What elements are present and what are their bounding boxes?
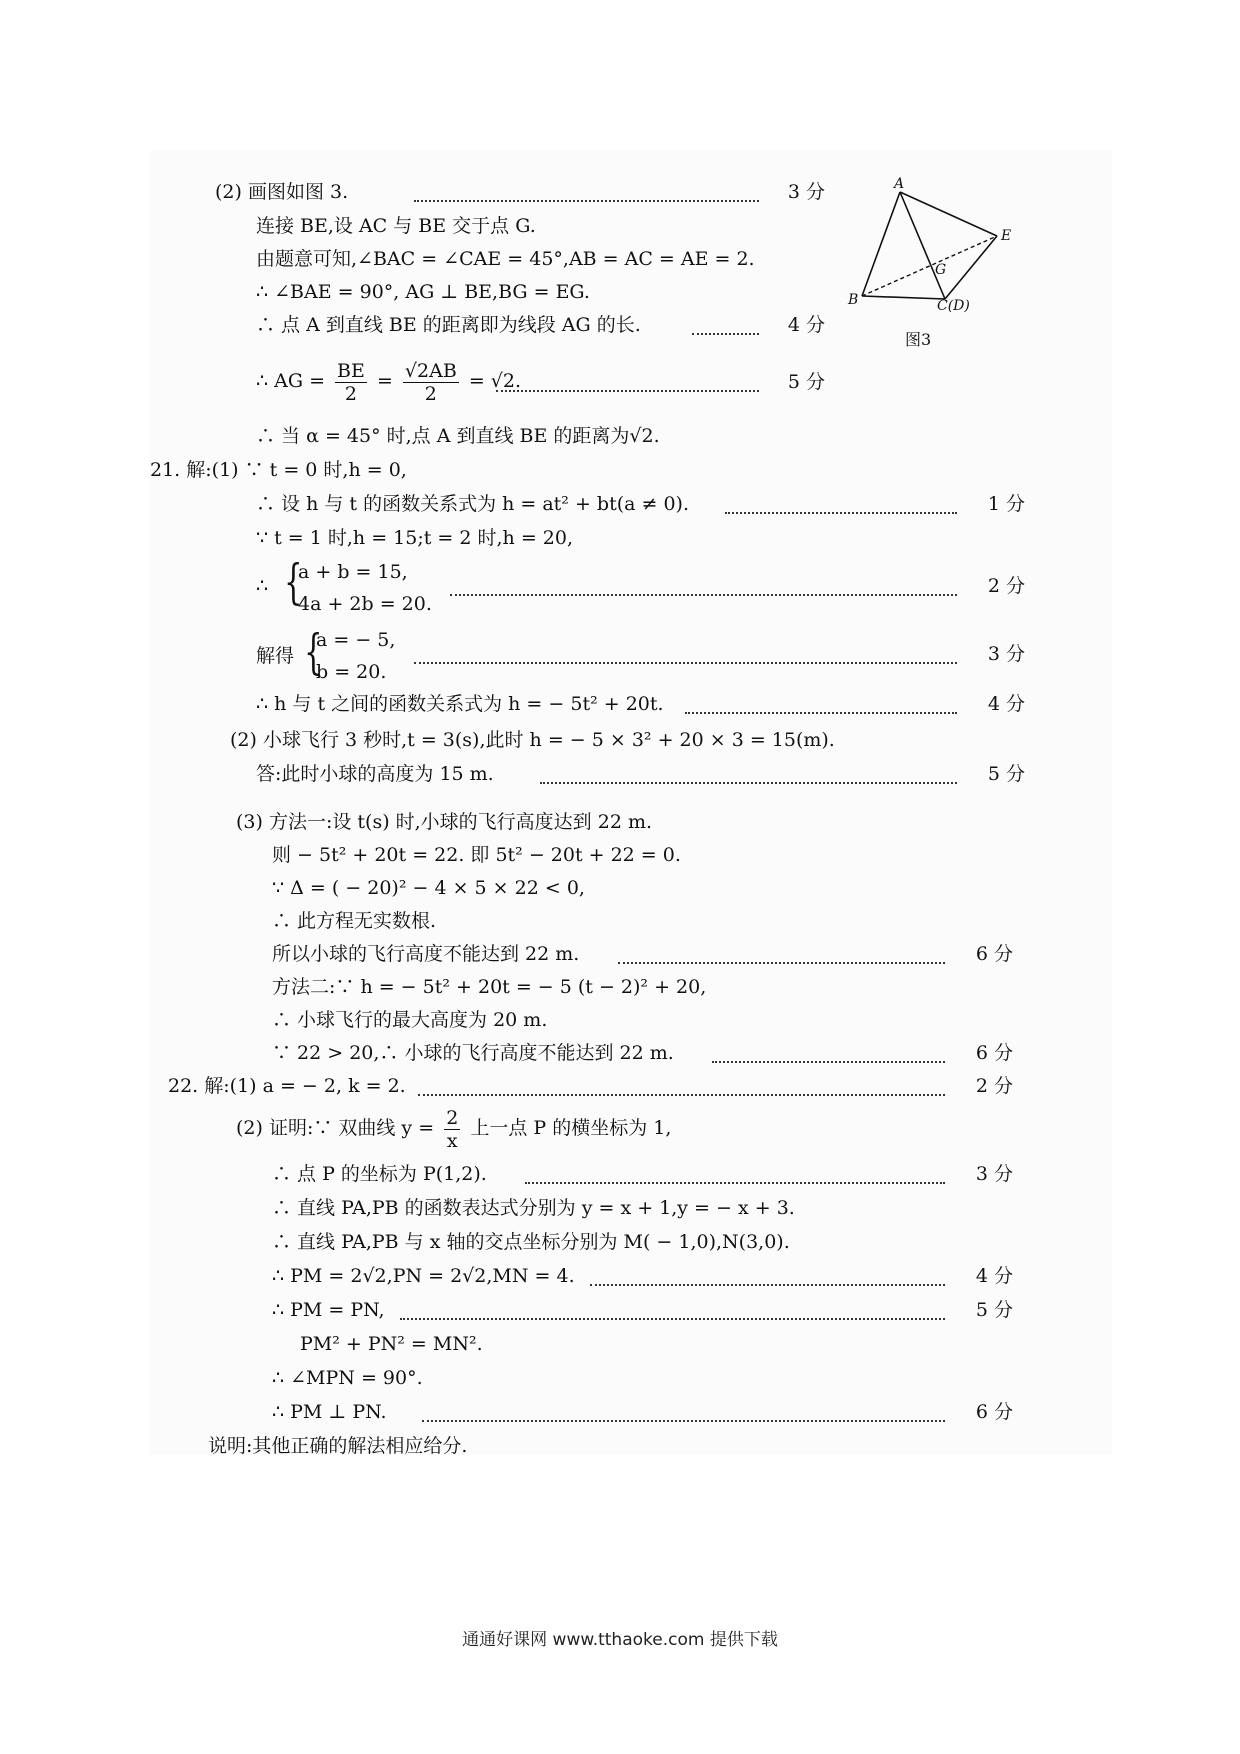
q21-line-15: ∴ 小球飞行的最大高度为 20 m. — [272, 1009, 548, 1031]
q22-line-3: ∴ 点 P 的坐标为 P(1,2). — [272, 1163, 487, 1185]
q20-line-1: (2) 画图如图 3. — [215, 181, 349, 203]
text: = √2. — [468, 370, 522, 392]
leader-dots — [414, 662, 957, 664]
leader-dots — [725, 512, 957, 514]
q22-line-8: PM² + PN² = MN². — [300, 1333, 483, 1355]
q21-line-7: (2) 小球飞行 3 秒时,t = 3(s),此时 h = − 5 × 3² + 20 × 3 = 15(m). — [230, 729, 835, 751]
q21-line-1: 21. 解:(1) ∵ t = 0 时,h = 0, — [150, 459, 407, 481]
q20-line-6 — [256, 355, 521, 407]
segment-ab — [862, 192, 900, 296]
q20-line-7: ∴ 当 α = 45° 时,点 A 到直线 BE 的距离为√2. — [256, 425, 660, 447]
brace: { — [284, 554, 303, 610]
q21-line-2: ∴ 设 h 与 t 的函数关系式为 h = at² + bt(a ≠ 0). — [256, 493, 690, 515]
segment-ce — [945, 236, 997, 299]
denominator: 2 — [424, 382, 437, 405]
score-4: 4 分 — [975, 1265, 1013, 1287]
leader-dots — [400, 1318, 945, 1320]
score-6: 6 分 — [975, 1401, 1013, 1423]
leader-dots — [422, 1420, 945, 1422]
q21-line-6: ∴ h 与 t 之间的函数关系式为 h = − 5t² + 20t. — [256, 693, 664, 715]
q22-line-5: ∴ 直线 PA,PB 与 x 轴的交点坐标分别为 M( − 1,0),N(3,0). — [272, 1231, 790, 1253]
score-2: 2 分 — [987, 575, 1025, 597]
q21-line-11: ∵ Δ = ( − 20)² − 4 × 5 × 22 < 0, — [272, 877, 585, 899]
leader-dots — [525, 1182, 945, 1184]
segment-be-dashed — [862, 236, 997, 296]
leader-dots — [712, 1061, 945, 1063]
q21-line-16: ∵ 22 > 20,∴ 小球的飞行高度不能达到 22 m. — [272, 1042, 674, 1064]
q22-line-1: 22. 解:(1) a = − 2, k = 2. — [168, 1075, 406, 1097]
q21-line-10: 则 − 5t² + 20t = 22. 即 5t² − 20t + 22 = 0. — [272, 844, 681, 866]
q21-line-12: ∴ 此方程无实数根. — [272, 910, 437, 932]
q22-line-9: ∴ ∠MPN = 90°. — [272, 1367, 423, 1389]
label-g: G — [935, 262, 947, 278]
score-6: 6 分 — [975, 1042, 1013, 1064]
figure-caption: 图3 — [905, 330, 932, 349]
score-4: 4 分 — [987, 693, 1025, 715]
q21-line-9: (3) 方法一:设 t(s) 时,小球的飞行高度达到 22 m. — [236, 811, 652, 833]
q22-line-10: ∴ PM ⊥ PN. — [272, 1401, 387, 1423]
fraction — [335, 360, 367, 405]
segment-ae — [900, 192, 997, 236]
text: = — [376, 370, 393, 392]
numerator: 2 — [446, 1106, 459, 1129]
score-5: 5 分 — [975, 1299, 1013, 1321]
leader-dots — [450, 594, 957, 596]
q22-line-6: ∴ PM = 2√2,PN = 2√2,MN = 4. — [272, 1265, 575, 1287]
q22-line-2 — [236, 1102, 671, 1154]
score-4: 4 分 — [787, 314, 825, 336]
q21-system-1-eq2: 4a + 2b = 20. — [298, 593, 432, 615]
leader-dots — [692, 333, 759, 335]
numerator: √2AB — [404, 359, 457, 382]
denominator: 2 — [344, 382, 358, 405]
q20-line-2: 连接 BE,设 AC 与 BE 交于点 G. — [256, 215, 536, 237]
brace: { — [304, 624, 323, 680]
leader-dots — [496, 390, 759, 392]
text: ∴ AG = — [256, 370, 325, 392]
score-5: 5 分 — [787, 371, 825, 393]
q21-system-2-eq1: a = − 5, — [316, 629, 396, 651]
label-cd: C(D) — [937, 298, 970, 314]
leader-dots — [540, 782, 957, 784]
score-5: 5 分 — [987, 763, 1025, 785]
leader-dots — [418, 1094, 945, 1096]
q21-line-13: 所以小球的飞行高度不能达到 22 m. — [272, 943, 580, 965]
label-b: B — [848, 292, 859, 308]
score-2: 2 分 — [975, 1075, 1013, 1097]
q22-line-4: ∴ 直线 PA,PB 的函数表达式分别为 y = x + 1,y = − x + 3. — [272, 1197, 795, 1219]
leader-dots — [685, 712, 957, 714]
text: 上一点 P 的横坐标为 1, — [470, 1117, 672, 1139]
q21-line-14: 方法二:∵ h = − 5t² + 20t = − 5 (t − 2)² + 20, — [272, 976, 707, 998]
fraction — [403, 360, 459, 405]
leader-dots — [414, 200, 759, 202]
score-3: 3 分 — [975, 1163, 1013, 1185]
fraction — [444, 1107, 460, 1152]
q21-line-8: 答:此时小球的高度为 15 m. — [256, 763, 494, 785]
segment-bc — [862, 296, 945, 299]
scanned-page — [150, 150, 1112, 1455]
q21-system-2-eq2: b = 20. — [316, 661, 387, 683]
q20-line-5: ∴ 点 A 到直线 BE 的距离即为线段 AG 的长. — [256, 314, 641, 336]
label-e: E — [1001, 228, 1012, 244]
q20-line-3: 由题意可知,∠BAC = ∠CAE = 45°,AB = AC = AE = 2. — [256, 248, 755, 270]
score-3: 3 分 — [987, 643, 1025, 665]
leader-dots — [618, 962, 945, 964]
figure-3-diagram — [845, 178, 1025, 318]
q21-system-2-prefix: 解得 — [256, 645, 295, 667]
footer-credit: 通通好课网 www.tthaoke.com 提供下载 — [462, 1630, 778, 1650]
q21-system-1-eq1: a + b = 15, — [298, 561, 408, 583]
denominator: x — [446, 1129, 458, 1152]
numerator: BE — [337, 359, 365, 382]
segment-ac — [900, 192, 945, 299]
score-1: 1 分 — [987, 493, 1025, 515]
score-6: 6 分 — [975, 943, 1013, 965]
q20-line-4: ∴ ∠BAE = 90°, AG ⊥ BE,BG = EG. — [256, 281, 590, 303]
q21-line-3: ∵ t = 1 时,h = 15;t = 2 时,h = 20, — [256, 527, 573, 549]
leader-dots — [590, 1284, 945, 1286]
text: (2) 证明:∵ 双曲线 y = — [236, 1117, 435, 1139]
q22-line-7: ∴ PM = PN, — [272, 1299, 385, 1321]
note: 说明:其他正确的解法相应给分. — [208, 1435, 468, 1457]
label-a: A — [894, 176, 905, 192]
score-3: 3 分 — [787, 181, 825, 203]
q21-system-1-prefix: ∴ — [256, 575, 269, 597]
